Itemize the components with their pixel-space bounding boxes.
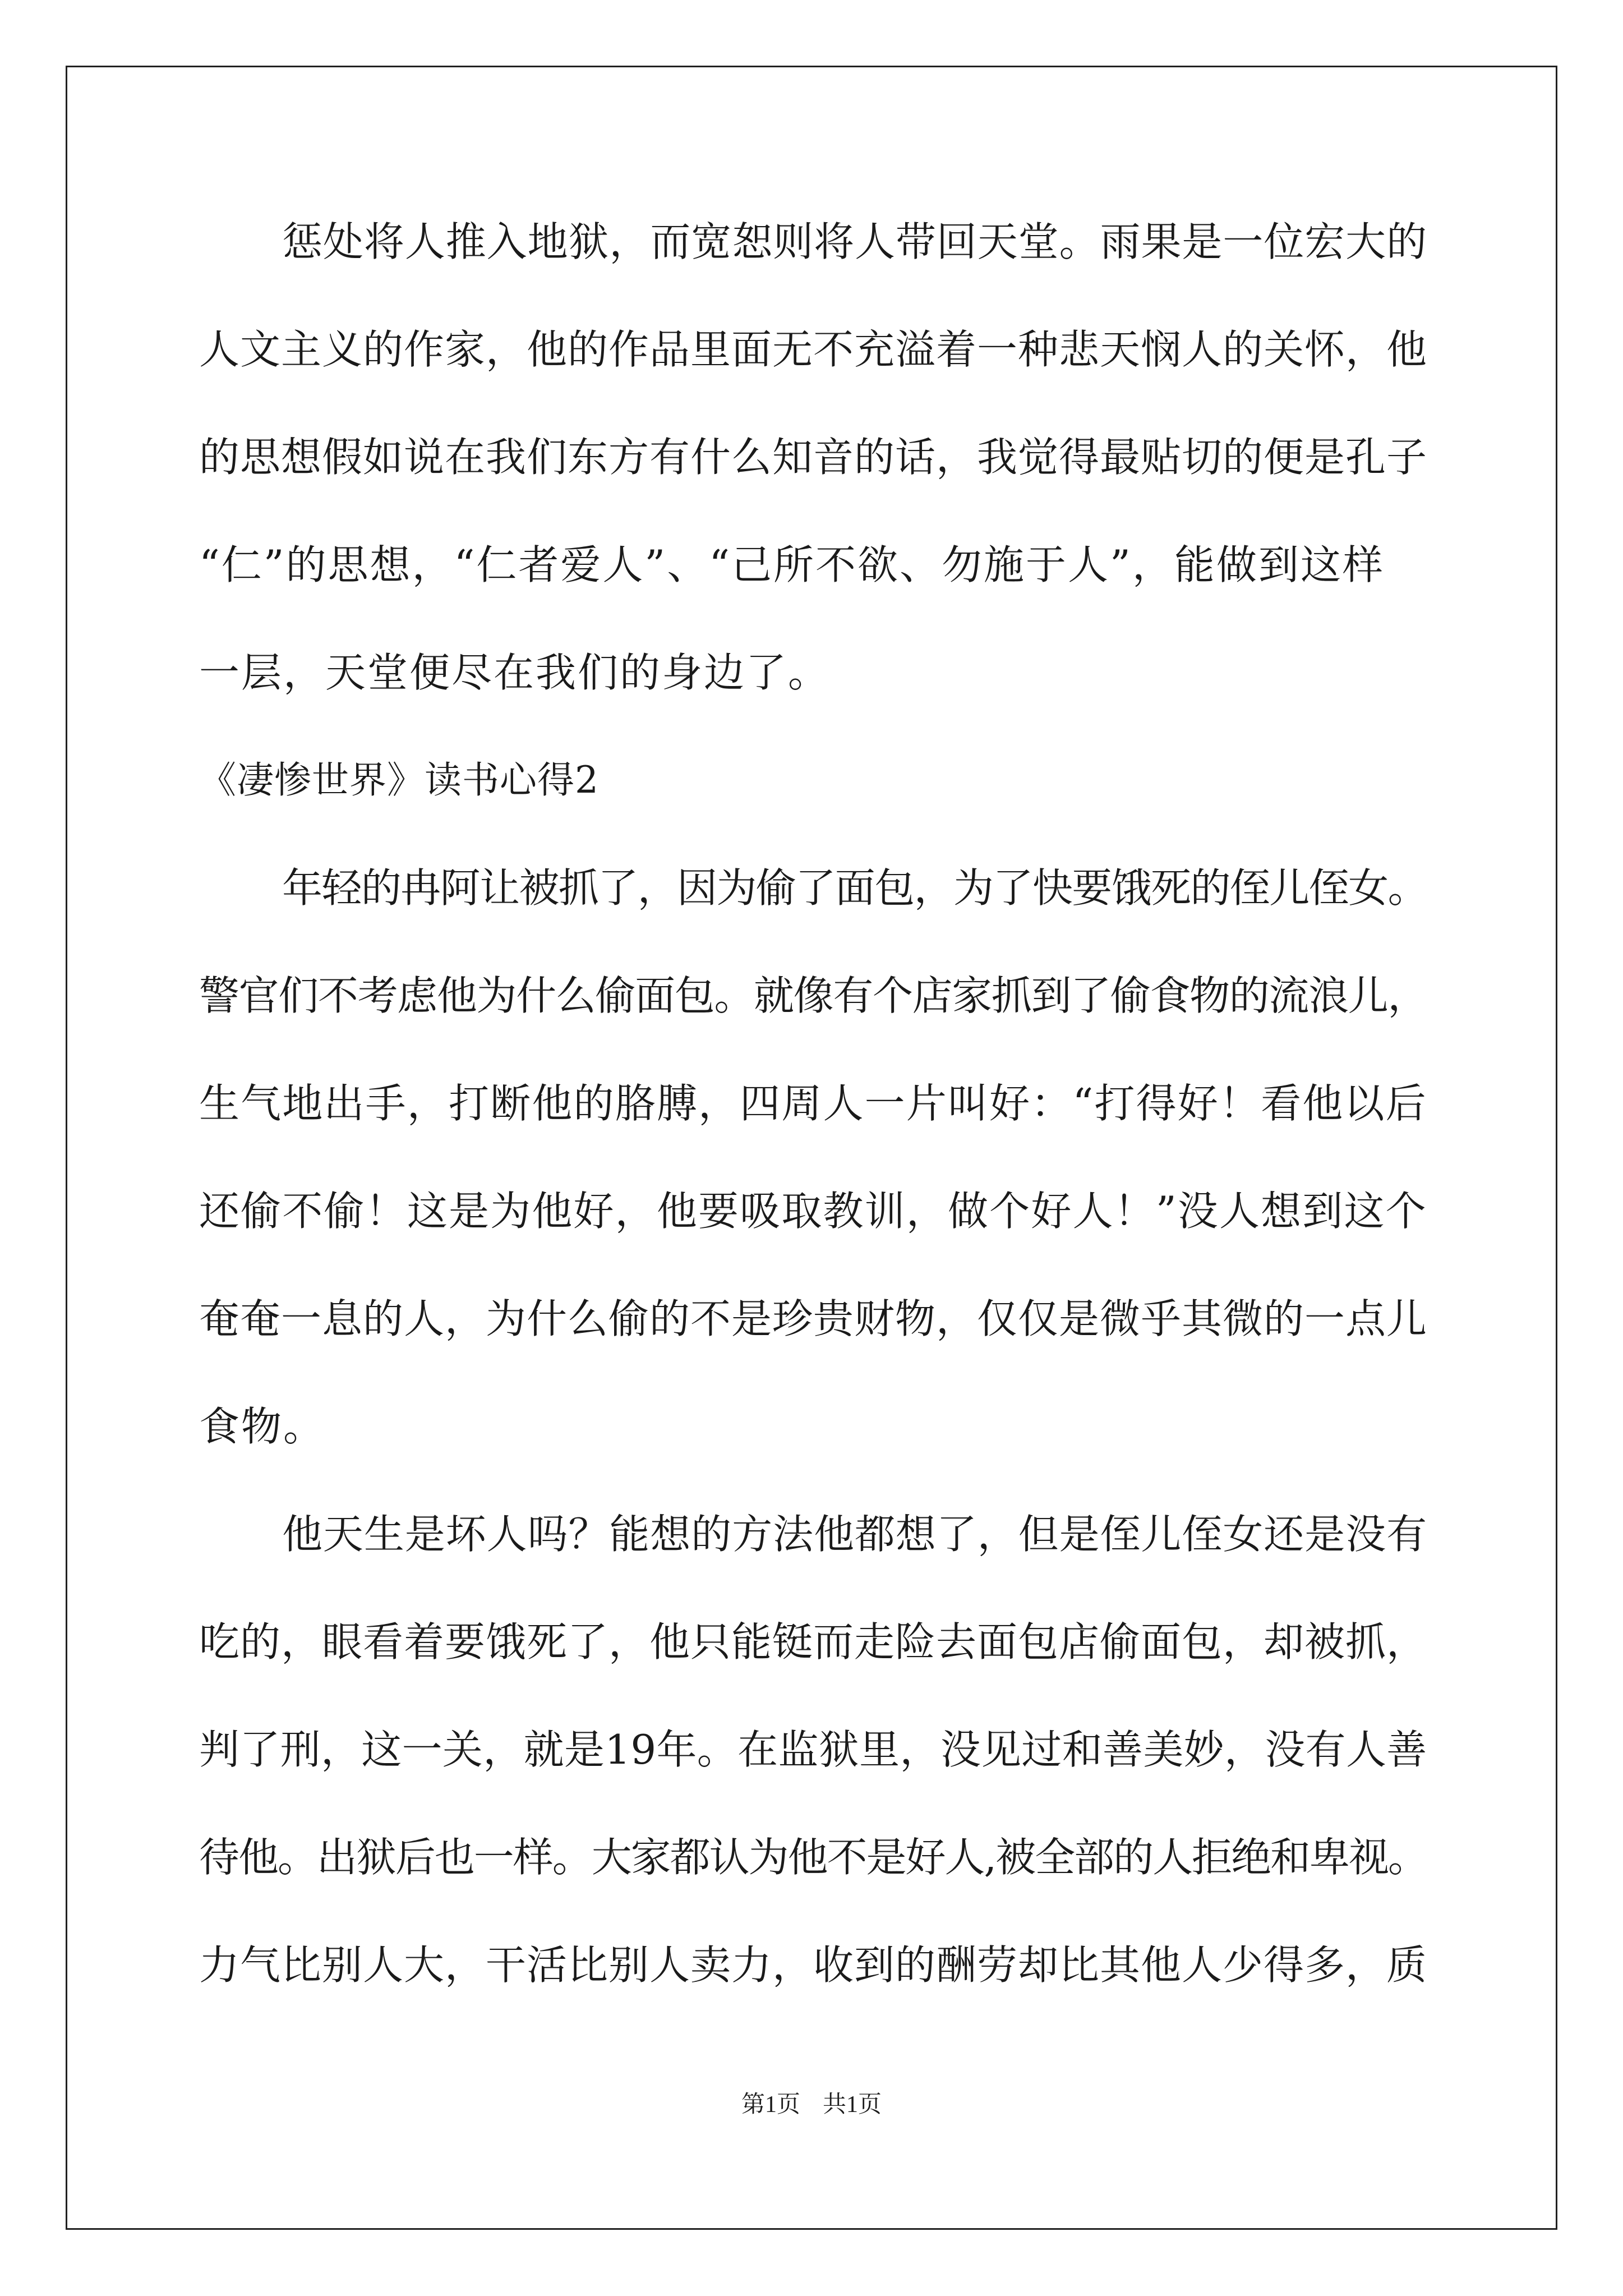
paragraph-line: 年轻的冉阿让被抓了，因为偷了面包，为了快要饿死的侄儿侄女。 [282,864,1428,912]
paragraph-line: 吃的，眼看着要饿死了，他只能铤而走险去面包店偷面包，却被抓， [199,1618,1428,1665]
page-border [66,66,1557,2230]
page-footer [0,2089,1623,2120]
paragraph-line: 人文主义的作家，他的作品里面无不充溢着一种悲天悯人的关怀，他 [199,326,1428,373]
section-heading: 《凄惨世界》读书心得2 [199,758,599,802]
paragraph-line: 力气比别人大，干活比别人卖力，收到的酬劳却比其他人少得多，质 [199,1941,1428,1989]
paragraph-line: 还偷不偷！这是为他好，他要吸取教训，做个好人！”没人想到这个 [199,1188,1427,1235]
paragraph-line: 惩处将人推入地狱，而宽恕则将人带回天堂。雨果是一位宏大的 [282,218,1428,265]
paragraph-line: 生气地出手，打断他的胳膊，四周人一片叫好：“打得好！看他以后 [199,1080,1427,1127]
paragraph-line: 他天生是坏人吗？能想的方法他都想了，但是侄儿侄女还是没有 [282,1511,1428,1558]
paragraph-line: 待他。出狱后也一样。大家都认为他不是好人,被全部的人拒绝和卑视。 [199,1834,1427,1881]
page-number: 第1页 [741,2092,800,2118]
paragraph-line: 警官们不考虑他为什么偷面包。就像有个店家抓到了偷食物的流浪儿， [199,972,1428,1019]
paragraph-line: 食物。 [199,1403,326,1450]
paragraph-line: “仁”的思想，“仁者爱人”、“己所不欲、勿施于人”，能做到这样 [199,541,1385,588]
paragraph-line: 判了刑，这一关，就是19年。在监狱里，没见过和善美妙，没有人善 [199,1726,1427,1773]
page-total: 共1页 [823,2092,882,2118]
paragraph-line: 一层，天堂便尽在我们的身边了。 [199,649,831,696]
paragraph-line: 奄奄一息的人，为什么偷的不是珍贵财物，仅仅是微乎其微的一点儿 [199,1295,1428,1342]
paragraph-line: 的思想假如说在我们东方有什么知音的话，我觉得最贴切的便是孔子 [199,434,1428,481]
